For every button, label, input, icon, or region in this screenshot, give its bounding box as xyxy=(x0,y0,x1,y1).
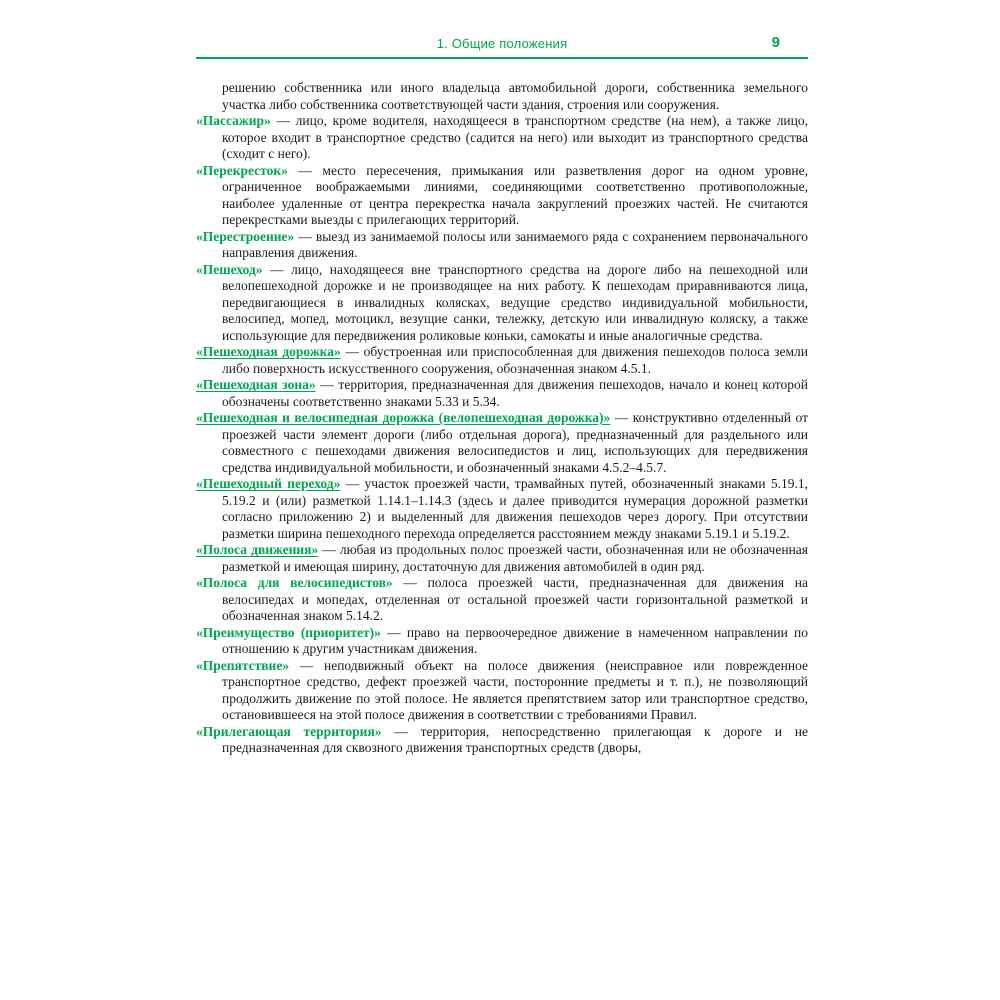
definition-paragraph xyxy=(196,575,808,625)
definition-body: — полоса проезжей части, предназначенная для движения на велосипедах и мопедах, отделенная от остальной проезжей части горизонтальной разметкой и обозначенная знаком 5.14.2. xyxy=(222,575,808,623)
definition-paragraph xyxy=(196,542,808,575)
definition-term: «Полоса движения» xyxy=(196,542,319,557)
header-rule xyxy=(196,57,808,59)
chapter-title: 1. Общие положения xyxy=(436,36,568,51)
definition-body: — лицо, кроме водителя, находящееся в транспортном средстве (на нем), а также лицо, которое входит в транспортное средство (садится на него) или выходит из транспортного средства (сходит с него). xyxy=(222,113,808,161)
definition-paragraph xyxy=(196,410,808,476)
definition-term: «Пешеход» xyxy=(196,261,263,277)
definition-paragraph xyxy=(196,377,808,410)
definition-term: «Преимущество (приоритет)» xyxy=(196,624,381,640)
definition-body: — конструктивно отделенный от проезжей части элемент дороги (либо отдельная дорога), предназначенный для раздельного или совместного с пешеходами движения велосипедистов и лиц, использующих для передвижения средства индивидуальной мобильности, и обозначенный знаками 4.5.2–4.5.7. xyxy=(222,410,808,475)
definition-paragraph xyxy=(196,113,808,163)
definition-paragraph xyxy=(196,262,808,345)
page-number: 9 xyxy=(771,34,780,51)
definition-term: «Прилегающая территория» xyxy=(196,723,382,739)
definition-body: — участок проезжей части, трамвайных путей, обозначенный знаками 5.19.1, 5.19.2 и (или) разметкой 1.14.1–1.14.3 (здесь и далее приводится нумерация дорожной разметки согласно приложению 2) и выделенный для движения пешеходов через дорогу. При отсутствии разметки ширина пешеходного перехода определяется расстоянием между знаками 5.19.1 и 5.19.2. xyxy=(222,476,808,541)
definition-paragraph xyxy=(196,163,808,229)
definition-paragraph xyxy=(196,625,808,658)
definition-body: — территория, непосредственно прилегающая к дороге и не предназначенная для сквозного движения транспортных средств (дворы, xyxy=(222,723,808,755)
definition-term: «Перекресток» xyxy=(196,162,288,178)
definition-paragraph xyxy=(196,344,808,377)
definition-body: — лицо, находящееся вне транспортного средства на дороге либо на пешеходной или велопешеходной дорожке и не производящее на них работу. К пешеходам приравниваются лица, передвигающиеся в инвалидных колясках, ведущие средство индивидуальной мобильности, велосипед, мопед, мотоцикл, везущие санки, тележку, детскую или инвалидную коляску, а также использующие для передвижения роликовые коньки, самокаты и иные аналогичные средства. xyxy=(222,261,808,343)
definition-term: «Пешеходная зона» xyxy=(196,377,316,392)
definition-body: — неподвижный объект на полосе движения (неисправное или поврежденное транспортное средство, дефект проезжей части, посторонние предметы и т. п.), не позволяющий продолжить движение по этой полосе. Не является препятствием затор или транспортное средство, остановившееся на этой полосе движения в соответствии с требованиями Правил. xyxy=(222,657,808,722)
definition-body: — территория, предназначенная для движения пешеходов, начало и конец которой обозначены соответственно знаками 5.33 и 5.34. xyxy=(222,377,808,409)
definition-body: — право на первоочередное движение в намеченном направлении по отношению к другим участникам движения. xyxy=(222,624,808,656)
definition-term: «Полоса для велосипедистов» xyxy=(196,575,393,590)
definition-term: «Пешеходная дорожка» xyxy=(196,344,341,359)
definition-body: — место пересечения, примыкания или разветвления дорог на одном уровне, ограниченное воображаемыми линиями, соединяющими соответственно противоположные, наиболее удаленные от центра перекрестка начала закруглений проезжих частей. Не считаются перекрестками выезды с прилегающих территорий. xyxy=(222,162,808,227)
definition-term: «Пешеходный переход» xyxy=(196,476,341,491)
definition-body: — любая из продольных полос проезжей части, обозначенная или не обозначенная разметкой и имеющая ширину, достаточную для движения автомобилей в один ряд. xyxy=(222,542,808,574)
definition-term: «Препятствие» xyxy=(196,657,290,673)
definition-term: «Перестроение» xyxy=(196,228,295,244)
definition-paragraph xyxy=(196,476,808,542)
continuation-paragraph: решению собственника или иного владельца автомобильной дороги, собственника земельного участка либо собственника соответствующей части здания, строения или сооружения. xyxy=(222,80,808,112)
definition-term: «Пассажир» xyxy=(196,113,271,128)
page-content xyxy=(196,80,808,757)
definition-term: «Пешеходная и велосипедная дорожка (велопешеходная дорожка)» xyxy=(196,410,611,425)
definition-paragraph xyxy=(196,658,808,724)
definition-body: — обустроенная или приспособленная для движения пешеходов полоса земли либо поверхность искусственного сооружения, обозначенная знаком 4.5.1. xyxy=(222,344,808,376)
definition-body: — выезд из занимаемой полосы или занимаемого ряда с сохранением первоначального направления движения. xyxy=(222,228,808,260)
definition-paragraph xyxy=(196,724,808,757)
definition-paragraph xyxy=(196,229,808,262)
